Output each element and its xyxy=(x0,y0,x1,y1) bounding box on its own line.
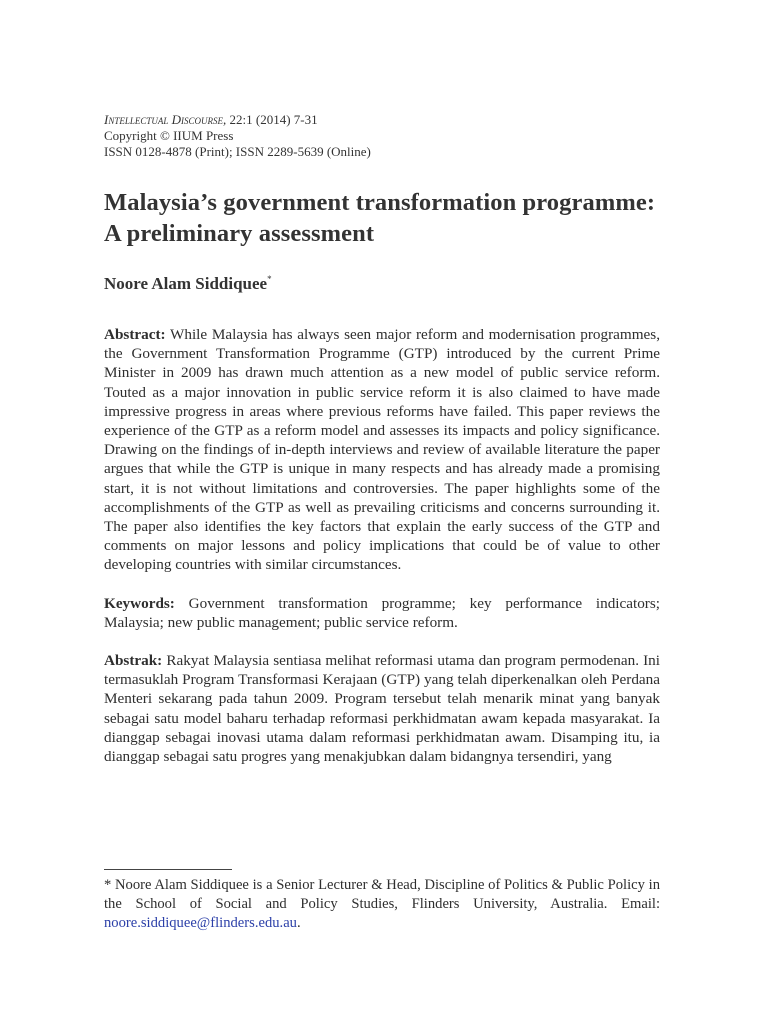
keywords-paragraph xyxy=(104,594,660,632)
keywords-text: Government transformation programme; key performance indicators; Malaysia; new public management; public service reform. xyxy=(104,594,660,631)
footnote-divider xyxy=(104,869,232,870)
citation-line xyxy=(104,112,660,128)
abstrak-paragraph xyxy=(104,651,660,766)
abstract-label: Abstract: xyxy=(104,326,166,343)
author-email-link[interactable]: noore.siddiquee@flinders.edu.au xyxy=(104,915,297,931)
author-footnote-marker: * xyxy=(267,274,272,284)
article-title: Malaysia’s government transformation programme: A preliminary assessment xyxy=(104,189,656,247)
abstract-paragraph xyxy=(104,325,660,575)
article-first-page xyxy=(104,112,660,781)
author-name: Noore Alam Siddiquee xyxy=(104,274,268,293)
issn-line: ISSN 0128-4878 (Print); ISSN 2289-5639 (Online) xyxy=(104,144,371,159)
footnote-end: . xyxy=(296,915,301,931)
journal-issue: 22:1 (2014) 7-31 xyxy=(226,112,318,127)
abstract-text: While Malaysia has always seen major reform and modernisation programmes, the Government Transformation Programme (GTP) introduced by the current Prime Minister in 2009 has drawn much attention as a new model of public service reform. Touted as a major innovation in public service reform it is also claimed to have made impressive progress in areas where previous reforms have failed. This paper reviews the experience of the GTP as a reform model and assesses its impacts and policy significance. Drawing on the findings of in-depth interviews and review of available literature the paper argues that while the GTP is unique in many respects and has already made a promising start, it is not without limitations and controversies. The paper highlights some of the accomplishments of the GTP as well as prevailing criticisms and concerns surrounding it. The paper also identifies the key factors that explain the early success of the GTP and comments on major lessons and policy implications that could be of value to other developing countries with similar circumstances. xyxy=(104,326,660,574)
author-line xyxy=(104,269,660,294)
journal-masthead xyxy=(104,112,660,160)
journal-name: Intellectual Discourse, xyxy=(104,112,227,127)
footnote-text: * Noore Alam Siddiquee is a Senior Lecturer & Head, Discipline of Politics & Public Policy in the School of Social and Policy Studies, Flinders University, Australia. Email: xyxy=(104,877,660,912)
abstrak-text: Rakyat Malaysia sentiasa melihat reformasi utama dan program permodenan. Ini termasuklah Program Transformasi Kerajaan (GTP) yang telah diperkenalkan oleh Perdana Menteri sekarang pada tahun 2009. Program tersebut telah menarik minat yang banyak sebagai satu model baharu terhadap reformasi perkhidmatan awam kepada masyarakat. Ia dianggap sebagai inovasi utama dalam reformasi perkhidmatan awam. Disamping itu, ia dianggap sebagai satu progres yang menakjubkan dalam bidangnya tersendiri, yang xyxy=(104,652,660,766)
copyright-line: Copyright © IIUM Press xyxy=(104,128,234,143)
keywords-label: Keywords: xyxy=(104,594,175,612)
abstrak-label: Abstrak: xyxy=(104,652,163,670)
author-footnote xyxy=(104,876,660,933)
